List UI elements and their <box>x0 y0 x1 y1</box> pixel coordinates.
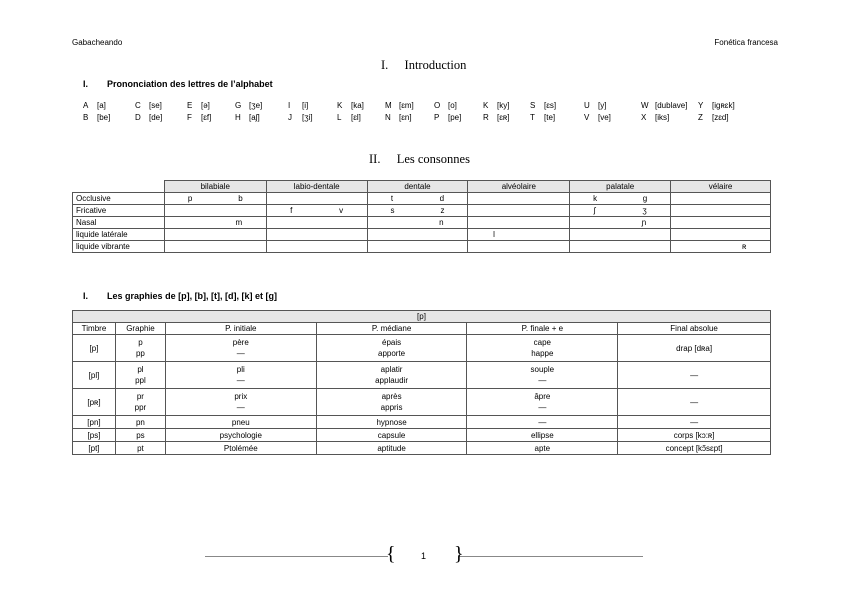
alphabet-letter: B <box>83 113 89 122</box>
consonnes-row <box>73 217 771 229</box>
graphies-entry: pp <box>135 349 145 358</box>
graphies-cell-initiale <box>165 442 316 455</box>
graphies-entry: — <box>538 417 547 427</box>
graphies-row <box>73 335 771 362</box>
graphies-row <box>73 442 771 455</box>
alphabet-pronunciation: [i] <box>302 101 309 110</box>
graphies-entry: — <box>690 417 699 427</box>
alphabet-letter: F <box>187 113 192 122</box>
graphies-timbre: [ps] <box>73 429 116 442</box>
graphies-entry: concept [kɔ̃sɛpt] <box>665 443 723 453</box>
graphies-timbre: [pt] <box>73 442 116 455</box>
consonnes-heading <box>369 152 470 167</box>
graphies-entry: happe <box>531 349 554 358</box>
consonnes-cell <box>570 205 671 217</box>
graphies-cell-finale <box>467 442 618 455</box>
graphies-cell-graphie <box>115 335 165 362</box>
graphies-entry: prix <box>234 392 248 401</box>
graphies-entry: corps [kɔ:ʀ] <box>673 430 715 440</box>
graphies-row <box>73 362 771 389</box>
consonnes-row-label: Nasal <box>73 217 165 229</box>
consonnes-cell <box>468 241 570 253</box>
consonnes-cell <box>468 217 570 229</box>
consonnes-row-label: Fricative <box>73 205 165 217</box>
graphies-entry: pt <box>137 443 144 453</box>
graphies-entry: pl <box>137 365 144 374</box>
alphabet-pronunciation: [ɛl] <box>351 113 361 122</box>
consonnes-cell <box>468 193 570 205</box>
header-right: Fonética francesa <box>714 38 778 47</box>
section1-number: I. <box>83 79 89 89</box>
graphies-entry: drap [dʀa] <box>676 343 713 353</box>
consonnes-cell-pair <box>368 218 468 227</box>
section2-heading <box>83 291 277 301</box>
graphies-row <box>73 389 771 416</box>
section2-title: Les graphies de [p], [b], [t], [d], [k] et [g] <box>107 291 278 301</box>
alphabet-letter: R <box>483 113 489 122</box>
graphies-entry: p <box>138 338 143 347</box>
consonnes-row-label: liquide vibrante <box>73 241 165 253</box>
graphies-entry: — <box>538 403 547 412</box>
consonnes-cell <box>367 205 468 217</box>
graphies-timbre: [pl] <box>73 362 116 389</box>
consonnes-cell <box>266 229 367 241</box>
graphies-cell-absolue <box>618 442 771 455</box>
graphies-cell-mediane <box>316 416 467 429</box>
alphabet-pronunciation: [pe] <box>448 113 462 122</box>
alphabet-letter: L <box>337 113 342 122</box>
alphabet-letter: N <box>385 113 391 122</box>
consonnes-table <box>72 180 771 253</box>
graphies-cell-mediane <box>316 442 467 455</box>
graphies-cell-finale <box>467 362 618 389</box>
consonnes-cell <box>367 241 468 253</box>
consonnes-cell <box>468 205 570 217</box>
graphies-timbre: [p] <box>73 335 116 362</box>
consonnes-column-header: bilabiale <box>164 181 266 193</box>
graphies-cell-absolue <box>618 362 771 389</box>
alphabet-pronunciation: [igʀɛk] <box>712 101 735 110</box>
graphies-column-header: Final absolue <box>618 323 771 335</box>
alphabet-letter: P <box>434 113 440 122</box>
graphies-row <box>73 416 771 429</box>
graphies-cell-finale <box>467 416 618 429</box>
graphies-cell-finale <box>467 389 618 416</box>
graphies-entry: aptitude <box>377 443 406 453</box>
graphies-row <box>73 429 771 442</box>
graphies-cell-initiale <box>165 416 316 429</box>
consonnes-cell-pair <box>570 218 670 227</box>
graphies-cell-mediane <box>316 335 467 362</box>
consonnes-cell-pair <box>570 206 670 215</box>
alphabet-letter: T <box>530 113 535 122</box>
graphies-cell-mediane <box>316 429 467 442</box>
consonnes-sound-voiced: b <box>238 194 243 203</box>
alphabet-pronunciation: [se] <box>149 101 162 110</box>
graphies-entry: ellipse <box>530 430 554 440</box>
alphabet-pronunciation: [ka] <box>351 101 364 110</box>
consonnes-sound-voiced: n <box>439 218 444 227</box>
alphabet-letter: M <box>385 101 392 110</box>
graphies-entry: pr <box>136 392 144 401</box>
alphabet-letter: G <box>235 101 242 110</box>
consonnes-sound-voiced: z <box>440 206 445 215</box>
consonnes-cell <box>570 229 671 241</box>
consonnes-cell <box>671 217 771 229</box>
alphabet-letter: W <box>641 101 649 110</box>
alphabet-pronunciation: [ʒe] <box>249 101 263 110</box>
alphabet-pronunciation: [te] <box>544 113 556 122</box>
consonnes-sound-voiceless: f <box>290 206 293 215</box>
consonnes-cell-pair <box>671 242 770 251</box>
alphabet-pronunciation: [ky] <box>497 101 510 110</box>
consonnes-row <box>73 241 771 253</box>
consonnes-sound-voiced: ʒ <box>642 206 647 215</box>
graphies-cell-finale <box>467 335 618 362</box>
graphies-entry: pn <box>135 417 145 427</box>
section1-title: Prononciation des lettres de l’alphabet <box>107 79 273 89</box>
intro-heading <box>381 58 466 73</box>
graphies-cell-initiale <box>165 362 316 389</box>
section2-number: I. <box>83 291 89 301</box>
alphabet-pronunciation: [ə] <box>201 101 210 110</box>
graphies-cell-mediane <box>316 389 467 416</box>
consonnes-sound-voiced: ɲ <box>641 218 647 227</box>
graphies-caption-row <box>73 311 771 323</box>
footer-brace-right: } <box>454 543 464 565</box>
graphies-entry: — <box>538 376 547 385</box>
consonnes-corner-cell <box>73 181 165 193</box>
graphies-entry: — <box>690 397 699 407</box>
graphies-column-header: Timbre <box>73 323 116 335</box>
consonnes-sound-voiceless: ʃ <box>593 206 596 215</box>
consonnes-sound-voiceless: t <box>390 194 394 203</box>
alphabet-pronunciation: [de] <box>149 113 163 122</box>
alphabet-pronunciation: [ɛm] <box>399 101 414 110</box>
graphies-cell-initiale <box>165 429 316 442</box>
consonnes-row-label: liquide latérale <box>73 229 165 241</box>
alphabet-letter: E <box>187 101 193 110</box>
consonnes-cell <box>671 193 771 205</box>
alphabet-letter: Z <box>698 113 703 122</box>
graphies-entry: père <box>232 338 249 347</box>
footer-line-left <box>205 556 388 557</box>
consonnes-sound-voiced: v <box>339 206 344 215</box>
consonnes-cell <box>164 217 266 229</box>
alphabet-pronunciation: [ɛf] <box>201 113 212 122</box>
intro-title: Introduction <box>404 58 467 72</box>
graphies-cell-absolue <box>618 335 771 362</box>
footer-line-right <box>459 556 643 557</box>
graphies-cell-graphie <box>115 429 165 442</box>
alphabet-letter: K <box>483 101 489 110</box>
consonnes-cell <box>570 217 671 229</box>
graphies-cell-absolue <box>618 429 771 442</box>
alphabet-letter: A <box>83 101 89 110</box>
consonnes-cell <box>570 193 671 205</box>
alphabet-pronunciation: [zɛd] <box>712 113 729 122</box>
consonnes-cell-pair <box>267 206 367 215</box>
consonnes-cell <box>164 205 266 217</box>
alphabet-pronunciation: [ɛʀ] <box>497 113 510 122</box>
header-left: Gabacheando <box>72 38 123 47</box>
alphabet-letter: H <box>235 113 241 122</box>
alphabet-letter: Y <box>698 101 704 110</box>
consonnes-sound-voiceless: p <box>187 194 193 203</box>
graphies-entry: ps <box>136 430 145 440</box>
graphies-entry: applaudir <box>375 376 409 385</box>
consonnes-row <box>73 229 771 241</box>
alphabet-pronunciation: [ɛn] <box>399 113 412 122</box>
alphabet-letter: D <box>135 113 141 122</box>
graphies-cell-graphie <box>115 416 165 429</box>
consonnes-cell <box>468 229 570 241</box>
graphies-cell-absolue <box>618 416 771 429</box>
consonnes-column-header: palatale <box>570 181 671 193</box>
graphies-entry: aplatir <box>380 365 403 374</box>
graphies-cell-initiale <box>165 389 316 416</box>
graphies-cell-graphie <box>115 442 165 455</box>
page-number: 1 <box>421 551 427 561</box>
consonnes-cell <box>266 217 367 229</box>
graphies-cell-initiale <box>165 335 316 362</box>
alphabet-pronunciation: [ɛs] <box>544 101 557 110</box>
consonnes-column-header: vélaire <box>671 181 771 193</box>
alphabet-pronunciation: [dublave] <box>655 101 688 110</box>
graphies-entry: capsule <box>377 430 406 440</box>
alphabet-letter: J <box>288 113 292 122</box>
graphies-entry: épais <box>382 338 402 347</box>
graphies-entry: ppl <box>135 376 146 385</box>
graphies-entry: apporte <box>378 349 406 358</box>
graphies-entry: souple <box>530 365 555 374</box>
consonnes-cell-pair <box>165 194 266 203</box>
consonnes-column-header: dentale <box>367 181 468 193</box>
graphies-entry: après <box>381 392 402 401</box>
consonnes-sound-voiced: g <box>642 194 648 203</box>
alphabet-pronunciation: [ve] <box>598 113 611 122</box>
consonnes-row-label: Occlusive <box>73 193 165 205</box>
graphies-entry: Ptolémée <box>223 443 258 453</box>
intro-number: I. <box>381 58 389 72</box>
alphabet-letter: X <box>641 113 647 122</box>
consonnes-sound-voiceless: l <box>493 230 495 239</box>
graphies-entry: apte <box>534 443 551 453</box>
consonnes-sound-voiceless: s <box>390 206 395 215</box>
alphabet-letter: K <box>337 101 343 110</box>
alphabet-pronunciation: [be] <box>97 113 111 122</box>
graphies-entry: appris <box>380 403 403 412</box>
graphies-entry: — <box>236 376 245 385</box>
graphies-caption: [p] <box>73 311 771 323</box>
alphabet-letter: C <box>135 101 141 110</box>
graphies-header-row <box>73 323 771 335</box>
alphabet-letter: O <box>434 101 441 110</box>
alphabet-pronunciation: [a] <box>97 101 106 110</box>
graphies-entry: ppr <box>134 403 147 412</box>
graphies-timbre: [pʀ] <box>73 389 116 416</box>
consonnes-cell <box>671 241 771 253</box>
graphies-cell-absolue <box>618 389 771 416</box>
consonnes-number: II. <box>369 152 381 166</box>
graphies-entry: hypnose <box>376 417 407 427</box>
consonnes-row <box>73 193 771 205</box>
alphabet-pronunciation: [aʃ] <box>249 113 260 122</box>
consonnes-cell-pair <box>368 194 468 203</box>
footer-brace-left: { <box>386 543 396 565</box>
consonnes-column-header: alvéolaire <box>468 181 570 193</box>
alphabet-letter: I <box>288 101 291 110</box>
consonnes-cell <box>367 217 468 229</box>
consonnes-cell <box>164 229 266 241</box>
alphabet-pronunciation: [iks] <box>655 113 670 122</box>
graphies-timbre: [pn] <box>73 416 116 429</box>
consonnes-cell <box>570 241 671 253</box>
graphies-column-header: Graphie <box>115 323 165 335</box>
consonnes-cell-pair <box>165 218 266 227</box>
consonnes-sound-voiced: ʀ <box>742 242 747 251</box>
graphies-entry: pneu <box>231 417 250 427</box>
consonnes-row <box>73 205 771 217</box>
consonnes-cell-pair <box>468 230 569 239</box>
graphies-cell-graphie <box>115 362 165 389</box>
graphies-entry: — <box>690 370 699 380</box>
graphies-entry: âpre <box>534 392 551 401</box>
consonnes-sound-voiced: d <box>439 194 445 203</box>
consonnes-cell <box>164 241 266 253</box>
consonnes-sound-voiced: m <box>235 218 243 227</box>
graphies-entry: pli <box>236 365 245 374</box>
alphabet-letter: V <box>584 113 590 122</box>
graphies-table <box>72 310 771 455</box>
consonnes-cell <box>266 205 367 217</box>
consonnes-cell <box>367 193 468 205</box>
section1-heading <box>83 79 273 89</box>
consonnes-cell <box>671 205 771 217</box>
alphabet-pronunciation: [o] <box>448 101 457 110</box>
consonnes-cell <box>367 229 468 241</box>
consonnes-title: Les consonnes <box>396 152 470 166</box>
consonnes-cell <box>266 241 367 253</box>
graphies-cell-mediane <box>316 362 467 389</box>
consonnes-cell-pair <box>570 194 670 203</box>
graphies-cell-finale <box>467 429 618 442</box>
consonnes-cell <box>671 229 771 241</box>
graphies-entry: psychologie <box>219 430 262 440</box>
alphabet-letter: S <box>530 101 536 110</box>
alphabet-pronunciation: [ʒi] <box>302 113 313 122</box>
alphabet-letter: U <box>584 101 590 110</box>
consonnes-header-row <box>73 181 771 193</box>
graphies-column-header: P. finale + e <box>467 323 618 335</box>
graphies-entry: — <box>236 403 245 412</box>
consonnes-cell-pair <box>368 206 468 215</box>
graphies-column-header: P. médiane <box>316 323 467 335</box>
consonnes-cell <box>266 193 367 205</box>
consonnes-cell <box>164 193 266 205</box>
consonnes-sound-voiceless: k <box>593 194 598 203</box>
graphies-entry: — <box>236 349 245 358</box>
graphies-column-header: P. initiale <box>165 323 316 335</box>
alphabet-pronunciation: [y] <box>598 101 607 110</box>
graphies-cell-graphie <box>115 389 165 416</box>
consonnes-column-header: labio-dentale <box>266 181 367 193</box>
graphies-entry: cape <box>533 338 551 347</box>
